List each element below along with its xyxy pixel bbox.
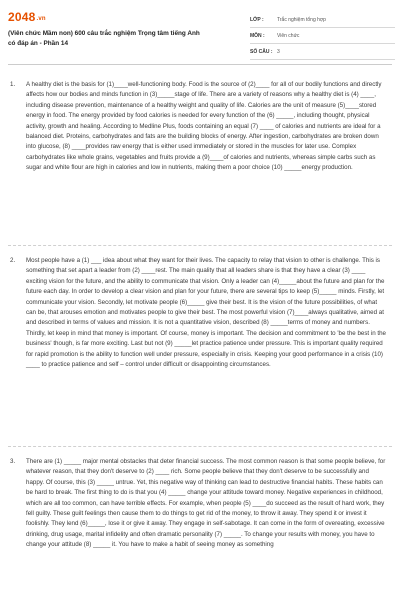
page-header xyxy=(0,0,400,64)
meta-info xyxy=(250,12,395,60)
page-title: (Viên chức Mầm non) 600 câu trắc nghiệm Trọng tâm tiếng Anh có đáp án - Phần 14 xyxy=(8,30,200,47)
question-3 xyxy=(10,457,390,551)
meta-value: Viên chức xyxy=(277,32,300,39)
meta-row-class xyxy=(250,12,395,28)
question-divider xyxy=(8,446,392,447)
question-number: 3. xyxy=(10,458,16,465)
question-text: A healthy diet is the basis for (1)____well-functioning body. Food is the source of (2)____ for all of our bodily functions and directly affects how our bodies and minds function in (3)_____stage of life. There are a variety of reasons why a healthy diet is (4) ____, including disease prevention, maintenance of a healthy weight and quality of life. Calories are the unit of measure (5)____stored energy in food. The energy provided by food calories is needed for every function of the (6) _____, including thought, physical activity, growth and healing. According to Medline Plus, foods containing an equal (7) ____ of calories and nutrients are ideal for a balanced diet. Proteins, carbohydrates and fats are the building blocks of energy. After ingestion, carbohydrates are broken down into glucose, (8) ____provides raw energy that is either used immediately or stored in the muscles for later use. Complex carbohydrates like whole grains, vegetables and fruits provide a (9)____of calories and nutrients, whereas simple carbs such as sugar and white flour are high in calories and low in nutrients, making them a poor choice (10) _____energy production. xyxy=(26,81,382,172)
question-text: Most people have a (1) ___ idea about what they want for their lives. The capacity to relay that vision to other is challenge. This is something that set apart a leader from (2) ____rest. The main quality that all leaders share is that they have a clear (3) ____ exciting vision for the future, and the ability to communicate that vision. Only a leader can (4)_____about the future and plan for the future each day. In order to develop a clear vision and plan for your future, there are several tips to keep (5)_____ minds. Firstly, let communicate your vision. Secondly, let motivate people (6)_____ give their best. It is the vision of the future possibilities, of what can be, that arouses emotion and motivates people to give their best. The most powerful vision (7)____always qualitative, aimed at and described in terms of values and mission. It is not a quantitative vision, described (8) _____terms of money and numbers. Thirdly, let keep in mind that money is important. Of course, money is important. The decision and commitment to 'be the best in the business' though, is far more exciting. Last but not (9) _____let practice patience under pressure. This is important quality required for rapid promotion is the ability to function well under pressure, especially in crisis. Keeping your good performance in a crisis (10) ____ to practice patience and self – control under difficult or disappointing circumstances. xyxy=(26,257,386,369)
question-1 xyxy=(10,80,390,174)
question-text: There are (1) _____ major mental obstacles that deter financial success. The most common reason is that some people believe, for whatever reason, that they don't deserve to (2) ____ rich. Some people believe that they don't deserve to be successfully and happy. Of course, this (3) _____ untrue. Yet, this negative way of thinking can lead to destructive financial habits. These habits can be hard to break. The first thing to do is that you (4) _____ change your attitude toward money. Negative experiences in childhood, which are all too common, can have terrible effects. For example, when people (5) ____do succeed as the result of hard work, they fell guilty. These guilt feelings then cause them to do things to get rid of the money, to throw it away. They spend it or invest it foolishly. They lend (6)_____, lose it or give it away. They engage in self-sabotage. It can come in the form of overeating, excessive drinking, drug usage, marital infidelity and often dramatic personality (7) _____. To change your results with money, you have to change your attitude (8) _____ it. You have to make a habit of seeing money as something xyxy=(26,458,386,549)
meta-label: LỚP : xyxy=(250,16,264,23)
logo-suffix: .vn xyxy=(36,16,46,22)
question-divider xyxy=(8,245,392,246)
logo-text: 2048 xyxy=(8,10,36,24)
question-number: 1. xyxy=(10,81,16,88)
site-logo[interactable] xyxy=(8,10,46,24)
question-2 xyxy=(10,256,390,370)
meta-row-subject xyxy=(250,28,395,44)
meta-label: MÔN : xyxy=(250,32,265,39)
meta-value: Trắc nghiệm tổng hợp xyxy=(277,16,326,23)
meta-value: 3 xyxy=(277,48,280,55)
header-divider xyxy=(8,64,392,65)
meta-row-count xyxy=(250,44,395,60)
question-number: 2. xyxy=(10,257,16,264)
meta-label: SỐ CÂU : xyxy=(250,48,273,55)
